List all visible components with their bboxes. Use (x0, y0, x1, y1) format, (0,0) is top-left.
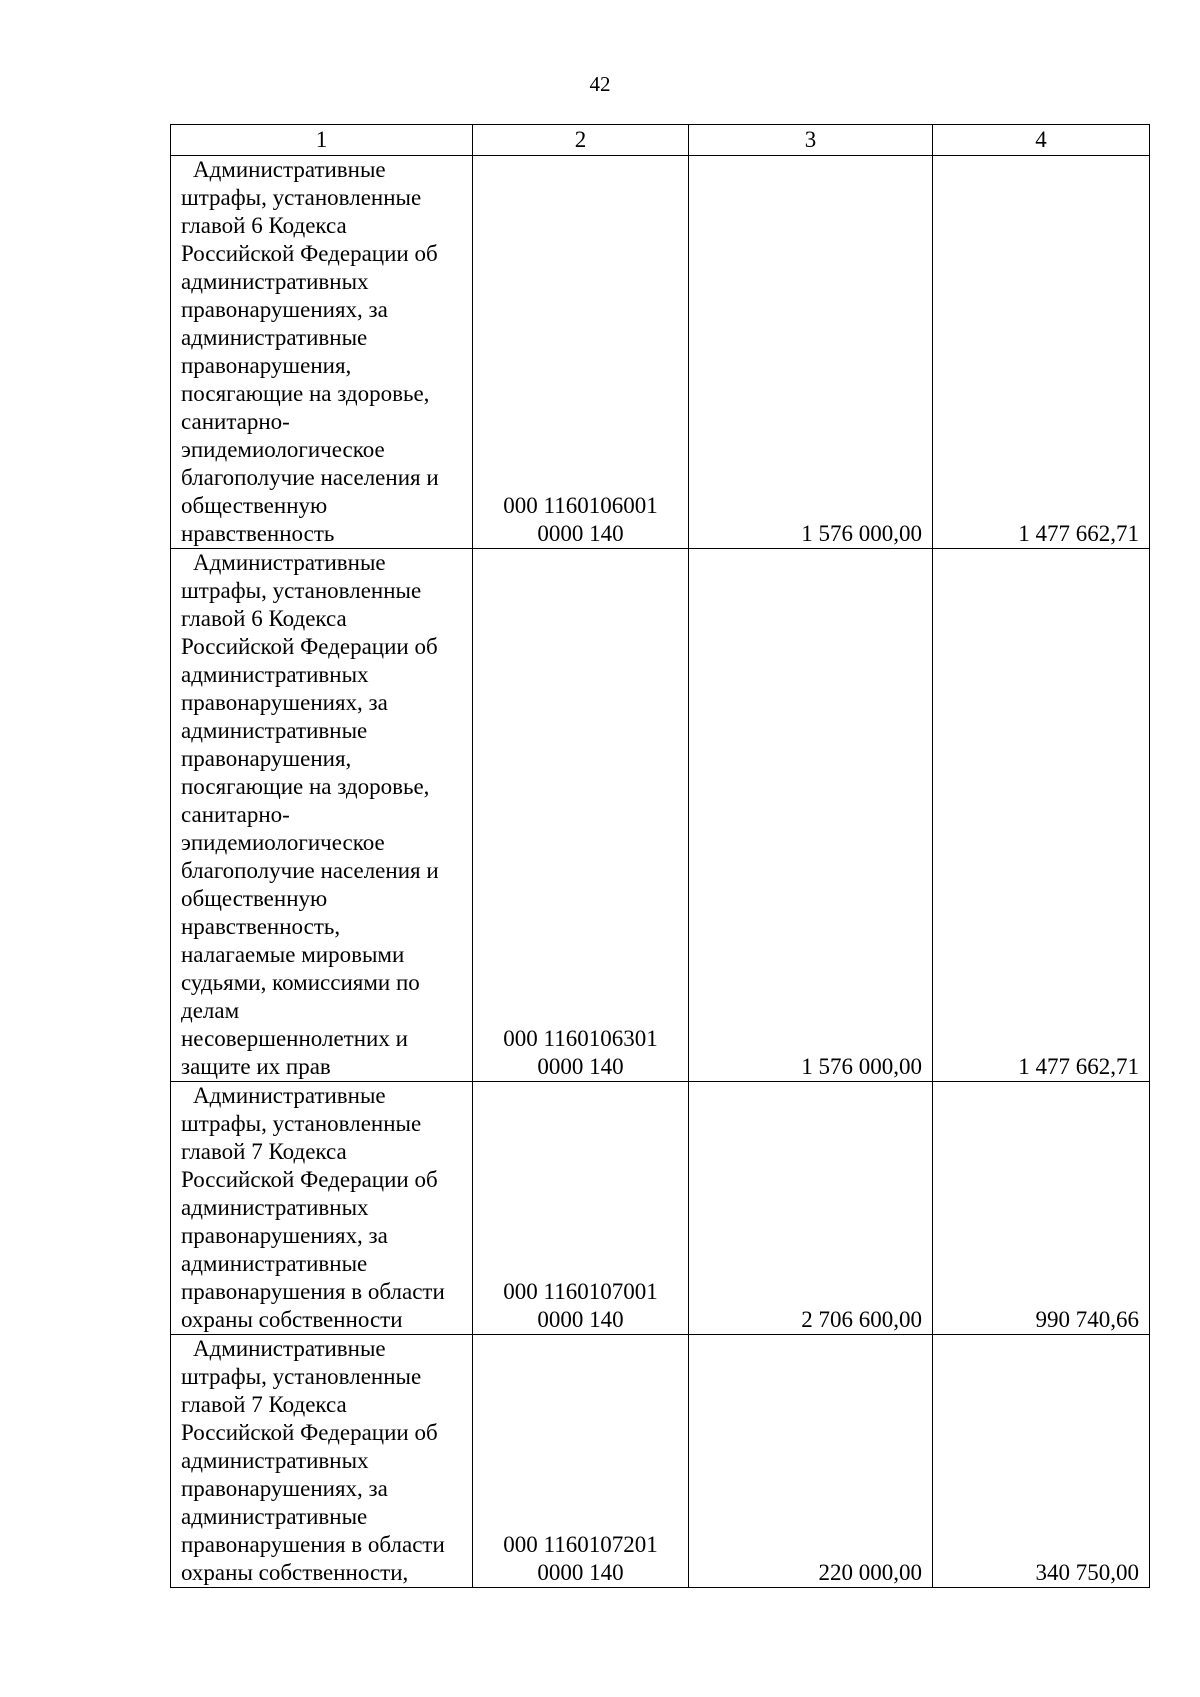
actual-amount-cell: 340 750,00 (933, 1335, 1150, 1588)
budget-code-cell: 000 1160107001 0000 140 (473, 1082, 689, 1335)
budget-code-cell: 000 1160106301 0000 140 (473, 549, 689, 1082)
column-header-2: 2 (473, 125, 689, 156)
table-row (171, 549, 1150, 1082)
page-number: 42 (589, 72, 611, 96)
plan-amount-cell: 2 706 600,00 (689, 1082, 933, 1335)
column-header-1: 1 (171, 125, 473, 156)
column-header-3: 3 (689, 125, 933, 156)
actual-amount-cell: 990 740,66 (933, 1082, 1150, 1335)
actual-amount-cell: 1 477 662,71 (933, 156, 1150, 549)
plan-amount-cell: 1 576 000,00 (689, 549, 933, 1082)
column-header-4: 4 (933, 125, 1150, 156)
actual-amount-cell: 1 477 662,71 (933, 549, 1150, 1082)
budget-code-cell: 000 1160107201 0000 140 (473, 1335, 689, 1588)
table-row (171, 156, 1150, 549)
plan-amount-cell: 220 000,00 (689, 1335, 933, 1588)
revenue-name-cell: Административные штрафы, установленные главой 7 Кодекса Российской Федерации об административных правонарушениях, за административные правонарушения в области охраны собственности, (171, 1335, 473, 1588)
revenue-name-cell: Административные штрафы, установленные главой 6 Кодекса Российской Федерации об административных правонарушениях, за административные правонарушения, посягающие на здоровье, санитарно- эпидемиологическое благополучие населения и общественную нравственность (171, 156, 473, 549)
table-header-row (171, 125, 1150, 156)
plan-amount-cell: 1 576 000,00 (689, 156, 933, 549)
revenue-name-cell: Административные штрафы, установленные главой 7 Кодекса Российской Федерации об административных правонарушениях, за административные правонарушения в области охраны собственности (171, 1082, 473, 1335)
table-row (171, 1082, 1150, 1335)
revenue-table (170, 124, 1150, 1588)
budget-code-cell: 000 1160106001 0000 140 (473, 156, 689, 549)
table-row (171, 1335, 1150, 1588)
revenue-name-cell: Административные штрафы, установленные главой 6 Кодекса Российской Федерации об административных правонарушениях, за административные правонарушения, посягающие на здоровье, санитарно- эпидемиологическое благополучие населения и общественную нравственность, налагаемые мировыми судьями, комиссиями по делам несовершеннолетних и защите их прав (171, 549, 473, 1082)
